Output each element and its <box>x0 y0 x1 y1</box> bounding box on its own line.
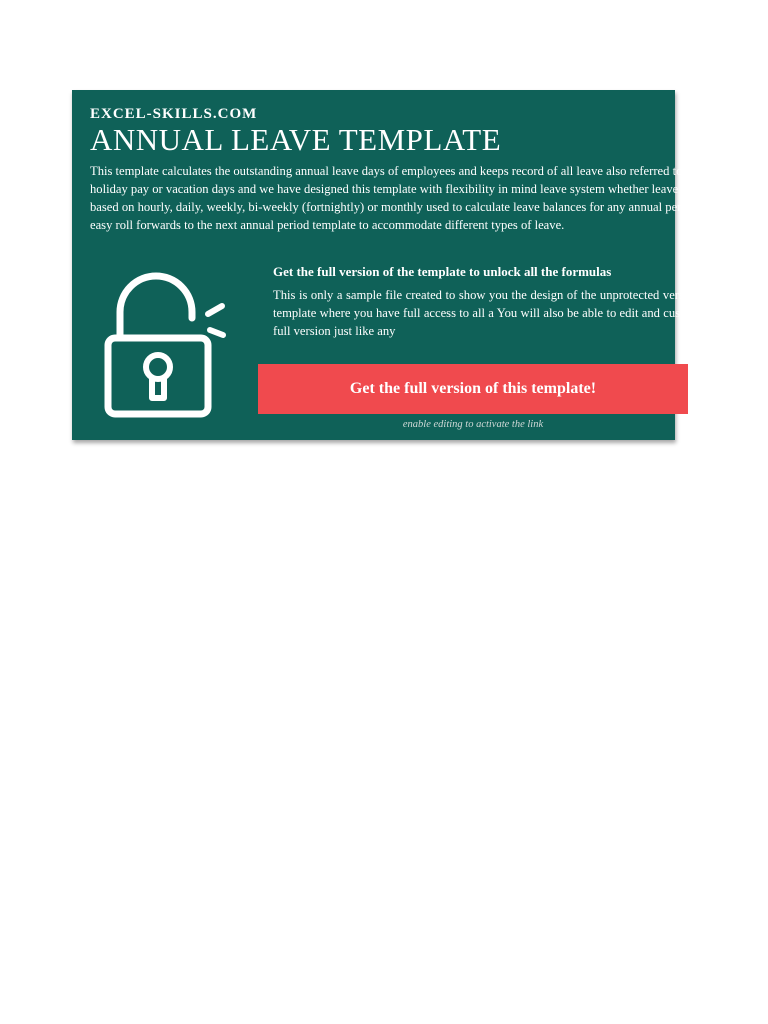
site-name: EXCEL-SKILLS.COM <box>90 106 258 122</box>
get-full-version-button[interactable]: Get the full version of this template! <box>258 364 688 414</box>
enable-editing-hint: enable editing to activate the link <box>402 419 544 430</box>
cta-heading: Get the full version of the template to unlock all the formulas <box>273 264 612 279</box>
intro-text: This template calculates the outstanding annual leave days of employees and keeps record of all leave also referred to as holiday pay or vacation days and we have designed this template with flexibility in mind leave system whether leave accrues based on hourly, daily, weekly, bi-weekly (fortnightly) or monthly used to calculate leave balances for any annual period with easy roll forwards to the next annual period template to accommodate different types of leave. <box>90 164 723 232</box>
cta-description: This is only a sample file created to show you the design of the unprotected version of the template where you have full access to all a You will also be able to edit and customize the full version just like any <box>273 288 733 338</box>
page-title: ANNUAL LEAVE TEMPLATE <box>90 122 502 157</box>
promo-banner <box>72 90 733 440</box>
unlocked-padlock-icon <box>102 268 232 420</box>
